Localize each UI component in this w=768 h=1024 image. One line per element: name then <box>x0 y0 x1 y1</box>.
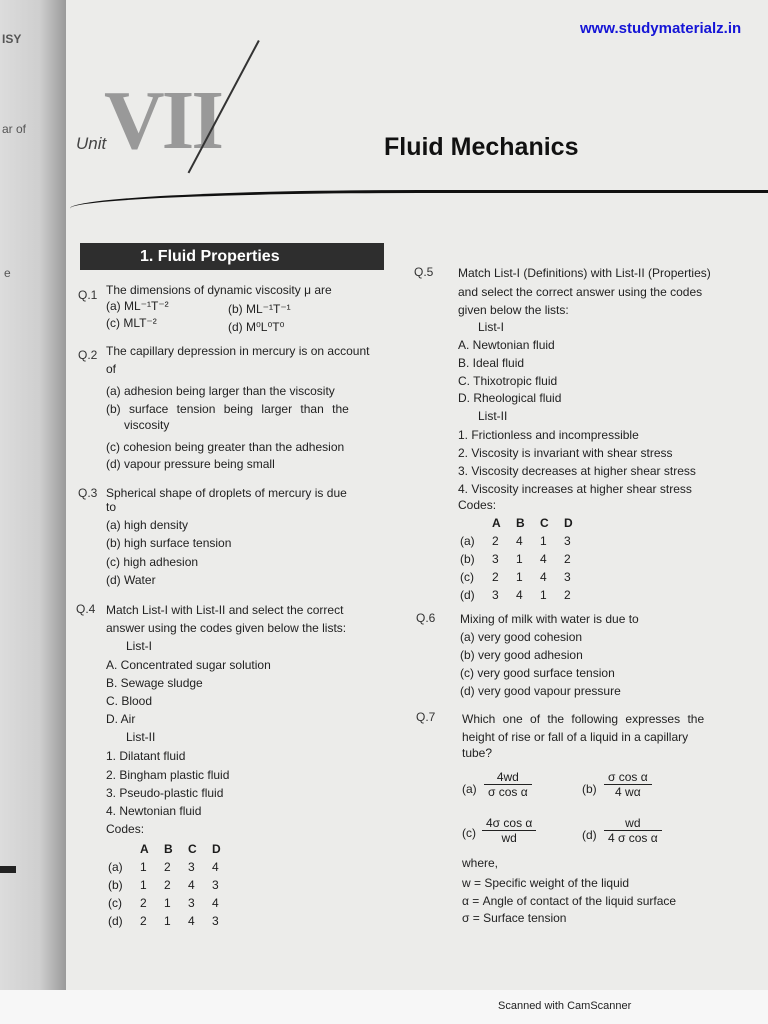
table-cell: 3 <box>564 534 571 548</box>
table-cell: 2 <box>140 914 147 928</box>
footer-text: Scanned with CamScanner <box>498 1000 632 1012</box>
q5-list1-heading: List-I <box>478 320 505 334</box>
header-rule <box>70 190 768 227</box>
table-row <box>460 532 588 550</box>
edge-text-mid: ar of <box>2 122 27 136</box>
q1-option-d: (d) M⁰L⁰T⁰ <box>228 320 285 334</box>
q7-line2: height of rise or fall of a liquid in a capillary <box>462 730 689 744</box>
unit-number: VII <box>104 74 222 167</box>
table-cell: 3 <box>212 914 219 928</box>
q5-list2-3: 3. Viscosity decreases at higher shear stress <box>458 464 696 478</box>
fraction-denominator: 4 wα <box>615 785 641 799</box>
q1-option-b: (b) ML⁻¹T⁻¹ <box>228 302 291 316</box>
table-cell: 1 <box>540 588 547 602</box>
q5-codes-label: Codes: <box>458 498 497 512</box>
fraction-numerator: 4wd <box>484 770 532 785</box>
table-cell: 2 <box>492 570 499 584</box>
q7-option-d-fraction <box>604 816 662 845</box>
chapter-title: Fluid Mechanics <box>384 133 579 161</box>
q2-number: Q.2 <box>78 348 98 362</box>
q5-line2: and select the correct answer using the codes <box>458 285 703 299</box>
table-cell: 1 <box>540 534 547 548</box>
q2-option-d: (d) vapour pressure being small <box>106 457 275 471</box>
q7-option-b-fraction <box>604 770 652 799</box>
q6-number: Q.6 <box>416 611 436 625</box>
q4-list1-heading: List-I <box>126 639 153 653</box>
q4-list1-a: A. Concentrated sugar solution <box>106 658 271 672</box>
table-cell: (c) <box>108 896 122 910</box>
table-cell: 1 <box>164 896 171 910</box>
table-cell: 1 <box>140 878 147 892</box>
table-cell: 4 <box>540 570 547 584</box>
q2-option-b2: viscosity <box>124 418 170 432</box>
q6-text: Mixing of milk with water is due to <box>460 612 639 626</box>
q5-list2-heading: List-II <box>478 409 508 423</box>
codes-header-cell: C <box>188 842 197 856</box>
q5-line3: given below the lists: <box>458 303 569 317</box>
q5-list1-d: D. Rheological fluid <box>458 391 562 405</box>
q3-line1: Spherical shape of droplets of mercury is due <box>106 486 347 500</box>
table-cell: 1 <box>516 570 523 584</box>
table-cell: 4 <box>188 914 195 928</box>
q7-number: Q.7 <box>416 710 436 724</box>
codes-header-cell: A <box>140 842 149 856</box>
table-cell: 4 <box>212 860 219 874</box>
q3-number: Q.3 <box>78 486 98 500</box>
q4-line2: answer using the codes given below the lists: <box>106 621 347 635</box>
q5-list1-a: A. Newtonian fluid <box>458 338 555 352</box>
q4-line1: Match List-I with List-II and select the correct <box>106 603 344 617</box>
q3-option-c: (c) high adhesion <box>106 555 199 569</box>
left-page-edge <box>0 0 66 1000</box>
q7-where-w: w = Specific weight of the liquid <box>462 876 630 890</box>
q5-list2-4: 4. Viscosity increases at higher shear stress <box>458 482 692 496</box>
q3-option-b: (b) high surface tension <box>106 536 232 550</box>
q7-option-a-label: (a) <box>462 782 477 796</box>
q3-option-d: (d) Water <box>106 573 156 587</box>
table-cell: (d) <box>108 914 123 928</box>
q7-option-b-label: (b) <box>582 782 597 796</box>
q4-list1-b: B. Sewage sludge <box>106 676 203 690</box>
fraction-numerator: 4σ cos α <box>482 816 536 831</box>
table-cell: 2 <box>164 860 171 874</box>
q3-option-a: (a) high density <box>106 518 189 532</box>
q7-where-sigma: σ = Surface tension <box>462 911 567 925</box>
q2-line2: of <box>106 362 117 376</box>
table-cell: 4 <box>516 588 523 602</box>
table-cell: 3 <box>564 570 571 584</box>
table-cell: 1 <box>164 914 171 928</box>
q2-option-b1: (b) surface tension being larger than the <box>106 402 349 416</box>
codes-header-cell: B <box>164 842 173 856</box>
table-cell: 4 <box>540 552 547 566</box>
fraction-denominator: σ cos α <box>488 785 528 799</box>
table-cell: 3 <box>188 896 195 910</box>
fraction-numerator: wd <box>604 816 662 831</box>
q5-list2-2: 2. Viscosity is invariant with shear stress <box>458 446 673 460</box>
q4-codes-label: Codes: <box>106 822 145 836</box>
scanner-footer <box>0 990 768 1024</box>
q4-list2-3: 3. Pseudo-plastic fluid <box>106 786 224 800</box>
codes-header-row <box>108 840 236 858</box>
q4-codes-table <box>108 840 236 930</box>
table-cell: (b) <box>460 552 475 566</box>
edge-text-top: ISY <box>2 32 22 46</box>
codes-header-cell: D <box>212 842 221 856</box>
table-cell: 1 <box>516 552 523 566</box>
table-cell: 3 <box>492 552 499 566</box>
q7-where: where, <box>462 856 499 870</box>
q7-line3: tube? <box>462 746 493 760</box>
table-row <box>460 586 588 604</box>
codes-header-cell: D <box>564 516 573 530</box>
q5-list2-1: 1. Frictionless and incompressible <box>458 428 639 442</box>
table-cell: 4 <box>188 878 195 892</box>
q6-option-c: (c) very good surface tension <box>460 666 615 680</box>
codes-header-cell: C <box>540 516 549 530</box>
table-cell: 3 <box>188 860 195 874</box>
table-cell: 3 <box>492 588 499 602</box>
unit-label: Unit <box>76 134 107 153</box>
q5-line1: Match List-I (Definitions) with List-II (Properties) <box>458 266 711 280</box>
table-cell: 2 <box>564 588 571 602</box>
q1-text: The dimensions of dynamic viscosity μ are <box>106 283 332 297</box>
table-cell: (c) <box>460 570 474 584</box>
table-cell: 4 <box>516 534 523 548</box>
site-url-link[interactable]: www.studymaterialz.in <box>580 20 742 37</box>
table-row <box>108 858 236 876</box>
q4-list2-2: 2. Bingham plastic fluid <box>106 768 230 782</box>
table-row <box>460 550 588 568</box>
codes-header-cell: B <box>516 516 525 530</box>
table-cell: (a) <box>460 534 475 548</box>
table-row <box>460 568 588 586</box>
table-cell: 2 <box>564 552 571 566</box>
q7-option-c-fraction <box>482 816 536 845</box>
section-title: 1. Fluid Properties <box>80 243 384 270</box>
codes-header-row <box>460 514 588 532</box>
q6-option-b: (b) very good adhesion <box>460 648 583 662</box>
q5-list1-b: B. Ideal fluid <box>458 356 525 370</box>
q2-option-a: (a) adhesion being larger than the viscosity <box>106 384 335 398</box>
q1-option-a: (a) ML⁻¹T⁻² <box>106 299 169 313</box>
q3-line2: to <box>106 500 117 514</box>
q7-option-a-fraction <box>484 770 532 799</box>
q5-list1-c: C. Thixotropic fluid <box>458 374 558 388</box>
q2-line1: The capillary depression in mercury is on account <box>106 344 370 358</box>
fraction-numerator: σ cos α <box>604 770 652 785</box>
q6-option-a: (a) very good cohesion <box>460 630 583 644</box>
q5-number: Q.5 <box>414 265 434 279</box>
q7-line1: Which one of the following expresses the <box>462 712 705 726</box>
codes-header-cell <box>108 840 140 858</box>
q4-number: Q.4 <box>76 602 96 616</box>
q1-option-c: (c) MLT⁻² <box>106 316 157 330</box>
codes-header-cell: A <box>492 516 501 530</box>
q4-list2-4: 4. Newtonian fluid <box>106 804 202 818</box>
fraction-denominator: wd <box>501 831 517 845</box>
table-cell: (d) <box>460 588 475 602</box>
fraction-denominator: 4 σ cos α <box>608 831 658 845</box>
table-cell: 2 <box>140 896 147 910</box>
q4-list1-d: D. Air <box>106 712 136 726</box>
table-cell: 4 <box>212 896 219 910</box>
table-row <box>108 894 236 912</box>
q7-option-c-label: (c) <box>462 826 476 840</box>
edge-text-low: e <box>4 266 11 280</box>
q1-number: Q.1 <box>78 288 98 302</box>
table-row <box>108 912 236 930</box>
q2-option-c: (c) cohesion being greater than the adhesion <box>106 440 345 454</box>
table-cell: 2 <box>492 534 499 548</box>
q4-list2-1: 1. Dilatant fluid <box>106 749 186 763</box>
table-cell: (b) <box>108 878 123 892</box>
table-cell: 1 <box>140 860 147 874</box>
q4-list2-heading: List-II <box>126 730 156 744</box>
table-cell: 3 <box>212 878 219 892</box>
q7-where-alpha: α = Angle of contact of the liquid surface <box>462 894 677 908</box>
q7-option-d-label: (d) <box>582 828 597 842</box>
edge-mark <box>0 866 16 873</box>
table-cell: (a) <box>108 860 123 874</box>
q6-option-d: (d) very good vapour pressure <box>460 684 621 698</box>
q5-codes-table <box>460 514 588 604</box>
q4-list1-c: C. Blood <box>106 694 153 708</box>
table-row <box>108 876 236 894</box>
codes-header-cell <box>460 514 492 532</box>
table-cell: 2 <box>164 878 171 892</box>
